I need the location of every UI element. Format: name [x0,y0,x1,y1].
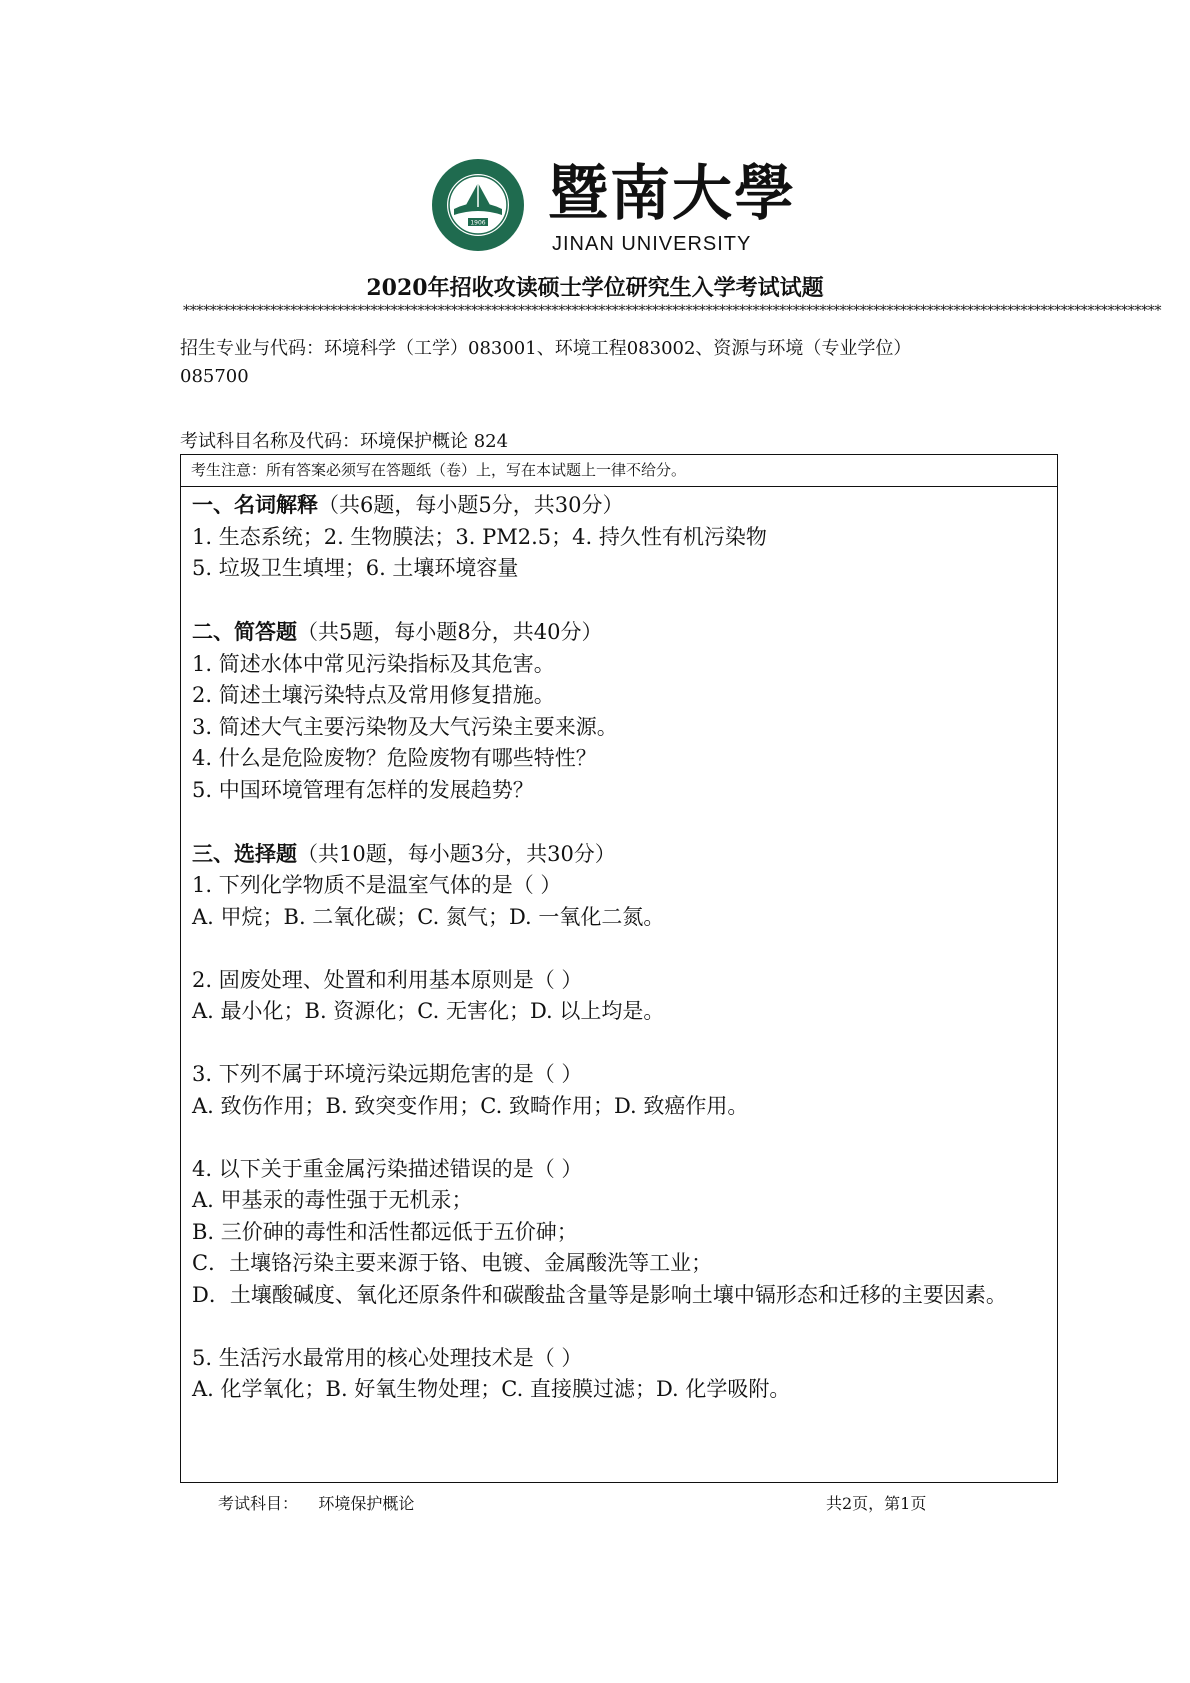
section-1-title [192,489,1052,522]
question-line: 1. 下列化学物质不是温室气体的是（ ） [192,873,562,897]
options-line: B. 三价砷的毒性和活性都远低于五价砷； [192,1219,578,1244]
major-line-2: 085700 [180,366,249,387]
options-line: A. 甲基汞的毒性强于无机汞； [192,1188,473,1212]
question-line: 5. 生活污水最常用的核心处理技术是（ ） [192,1345,583,1370]
question-line: 1. 简述水体中常见污染指标及其危害。 [192,651,555,676]
section-heading: 二、简答题 [192,619,297,644]
options-line: A. 化学氧化；B. 好氧生物处理；C. 直接膜过滤；D. 化学吸附。 [192,1377,791,1401]
section-heading: 一、名词解释 [192,492,318,517]
question-box [180,454,1058,1483]
question-line: 3. 简述大气主要污染物及大气污染主要来源。 [192,714,618,739]
question-line: 4. 什么是危险废物？危险废物有哪些特性？ [192,746,597,770]
university-seal-icon [430,157,526,253]
options-line: A. 致伤作用；B. 致突变作用；C. 致畸作用；D. 致癌作用。 [192,1093,749,1118]
section-info: （共6题，每小题5分，共30分） [318,493,624,517]
section-3-title [192,838,1052,871]
question-line: 4. 以下关于重金属污染描述错误的是（ ） [192,1156,583,1181]
section-info: （共10题，每小题3分，共30分） [297,841,616,866]
exam-title: 2020年招收攻读硕士学位研究生入学考试试题 [366,275,824,301]
logo-english-name: JINAN UNIVERSITY [552,233,752,255]
question-line: 5. 垃圾卫生填埋；6. 土壤环境容量 [192,556,519,580]
section-info: （共5题，每小题8分，共40分） [297,620,603,644]
star-divider: ************************************************************************************************************************************************** [183,303,1162,319]
options-line: A. 最小化；B. 资源化；C. 无害化；D. 以上均是。 [192,999,665,1023]
footer-page-count: 共2页，第1页 [826,1494,927,1513]
question-line: 5. 中国环境管理有怎样的发展趋势？ [192,777,534,802]
question-content [192,489,1052,1406]
footer-subject [218,1491,414,1514]
subject-line: 考试科目名称及代码：环境保护概论 824 [180,431,509,452]
options-line: C．土壤铬污染主要来源于铬、电镀、金属酸洗等工业； [192,1251,713,1275]
question-line: 1. 生态系统；2. 生物膜法；3. PM2.5；4. 持久性有机污染物 [192,524,767,549]
footer-subject-label: 考试科目： [218,1494,299,1513]
options-line: D．土壤酸碱度、氧化还原条件和碳酸盐含量等是影响土壤中镉形态和迁移的主要因素。 [192,1282,1007,1307]
university-logo [430,157,796,257]
logo-chinese-name: 暨南大學 [548,159,796,229]
options-line: A. 甲烷；B. 二氧化碳；C. 氮气；D. 一氧化二氮。 [192,904,665,929]
footer-subject-value: 环境保护概论 [318,1494,415,1513]
notice: 考生注意：所有答案必须写在答题纸（卷）上，写在本试题上一律不给分。 [181,455,1057,487]
question-line: 3. 下列不属于环境污染远期危害的是（ ） [192,1062,583,1086]
section-heading: 三、选择题 [192,840,297,866]
question-line: 2. 简述土壤污染特点及常用修复措施。 [192,683,555,707]
question-line: 2. 固废处理、处置和利用基本原则是（ ） [192,967,583,992]
seal-year: 1906 [470,219,486,227]
section-2-title [192,616,1052,649]
major-line-1: 招生专业与代码：环境科学（工学）083001、环境工程083002、资源与环境（专业学位） [180,338,912,359]
